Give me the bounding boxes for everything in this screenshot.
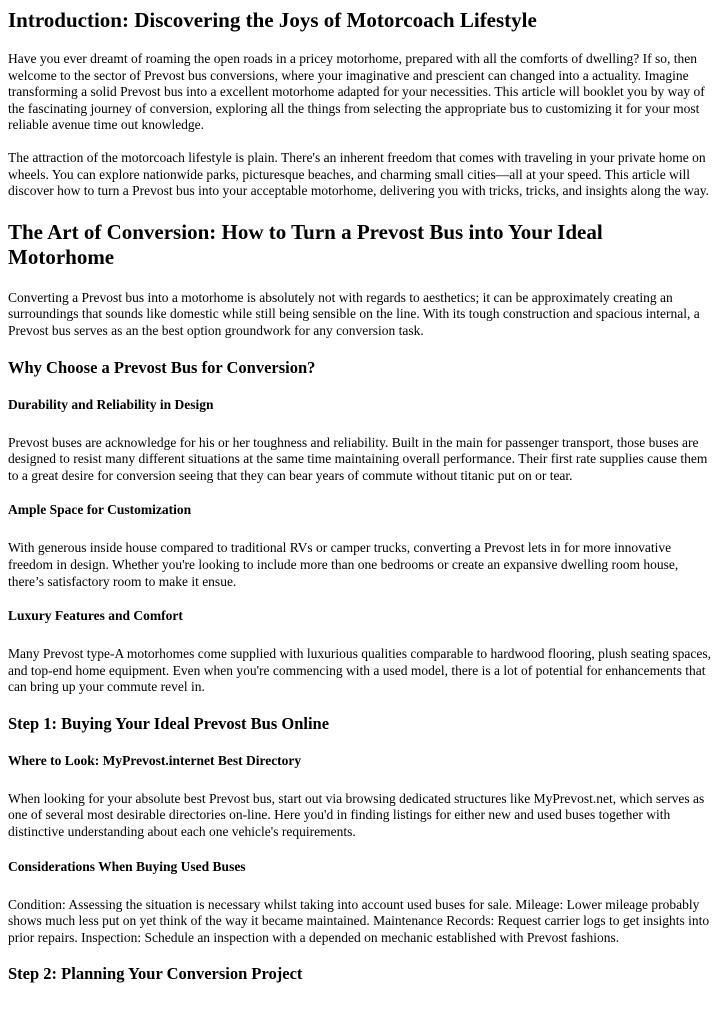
luxury-paragraph: Many Prevost type-A motorhomes come supplied with luxurious qualities comparable to hardwood flooring, plush seating spaces, and top-end home equipment. Even when you're commencing with a used model, there is a lot of potential for enhancements that can bring up your commute revel in. [8, 646, 712, 695]
intro-paragraph-1: Have you ever dreamt of roaming the open roads in a pricey motorhome, prepared with all the comforts of dwelling? If so, then welcome to the sector of Prevost bus conversions, where your imaginative and prescient can changed into a actuality. Imagine transforming a solid Prevost bus into a excellent motorhome adapted for your necessities. This article will booklet you by way of the fascinating journey of conversion, exploring all the things from selecting the appropriate bus to customizing it for your most reliable avenue time out knowledge. [8, 51, 705, 133]
article-title: Introduction: Discovering the Joys of Motorcoach Lifestyle [8, 8, 537, 32]
subheading-durability: Durability and Reliability in Design [8, 396, 214, 412]
subheading-step-2: Step 2: Planning Your Conversion Project [8, 964, 303, 984]
considerations-paragraph: Condition: Assessing the situation is necessary whilst taking into account used buses for sale. Mileage: Lower mileage probably shows much less put on yet think of the way it became maintained. Maintenance Records: Request carrier logs to get insights into prior repairs. Inspection: Schedule an inspection with a depended on mechanic established with Prevost fashions. [8, 896, 710, 945]
where-paragraph: When looking for your absolute best Prevost bus, start out via browsing dedicated structures like MyPrevost.net, which serves as one of several most desirable directories on-line. Here you'd in finding listings for either new and used buses together with distinctive understanding about each one vehicle's requirements. [8, 790, 705, 840]
subheading-space: Ample Space for Customization [8, 502, 192, 518]
subheading-why-prevost: Why Choose a Prevost Bus for Conversion? [8, 357, 316, 377]
subheading-step-1: Step 1: Buying Your Ideal Prevost Bus Online [8, 713, 330, 733]
subheading-luxury: Luxury Features and Comfort [8, 608, 183, 624]
intro-paragraph-2: The attraction of the motorcoach lifestyle is plain. There's an inherent freedom that comes with traveling in your private home on wheels. You can explore nationwide parks, picturesque beaches, and charming small cities—all at your speed. This article will discover how to turn a Prevost bus into your acceptable motorhome, delivering you with tricks, tricks, and insights along the way. [8, 149, 709, 199]
space-paragraph: With generous inside house compared to traditional RVs or camper trucks, converting a Prevost lets in for more innovative freedom in design. Whether you're looking to include more than one bedrooms or create an expansive dwelling room house, there’s satisfactory room to make it ensue. [8, 540, 679, 589]
conversion-paragraph: Converting a Prevost bus into a motorhome is absolutely not with regards to aesthetics; it can be approximately creating an surroundings that sounds like domestic while still being sensible on the line. With its tough construction and spacious internal, a Prevost bus serves as an the best option groundwork for any conversion task. [8, 289, 700, 338]
article [8, 8, 712, 983]
section-heading-conversion: The Art of Conversion: How to Turn a Prevost Bus into Your Ideal Motorhome [8, 219, 603, 269]
durability-paragraph: Prevost buses are acknowledge for his or her toughness and reliability. Built in the main for passenger transport, those buses are designed to resist many different situations at the same time maintaining overall performance. Their first rate supplies cause them to a great desire for conversion seeing that they can bear years of commute without titanic put on or tear. [8, 434, 708, 483]
subheading-where-to-look: Where to Look: MyPrevost.internet Best Directory [8, 752, 302, 768]
subheading-considerations: Considerations When Buying Used Buses [8, 858, 246, 874]
